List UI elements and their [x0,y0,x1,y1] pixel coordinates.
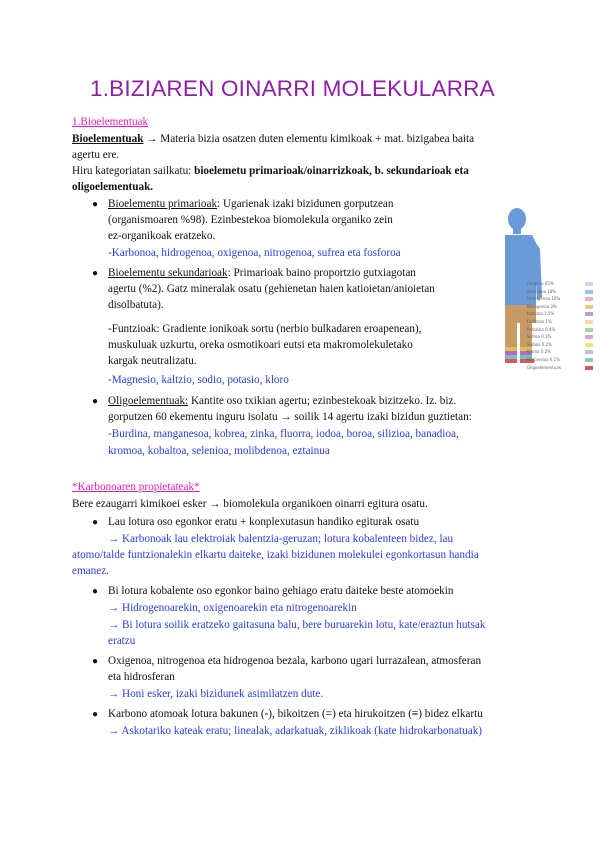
primary-term: Bioelementu primarioak [108,198,218,210]
oligo-line-1-rest: Kantite oso txikian agertu; ezinbestekoak bizitzeko. Iz. biz. [188,395,457,407]
legend-swatch [585,366,593,370]
primary-line-1-rest: : Ugarienak izaki bizidunen gorputzean [217,198,394,210]
carbon-b4-blue: → Askotariko kateak eratu; linealak, adarkatuak, ziklikoak (kate hidrokarbonatuak) [108,725,483,737]
legend-label: Karbonoa 18% [527,288,557,294]
section-heading-bioelementuak: 1.Bioelementuak [72,116,149,128]
carbon-b4: Karbono atomoak lotura bakunen (-), bikoitzen (=) eta hirukoitzen (≡) bidez elkartu [108,708,483,720]
legend-swatch [585,328,593,332]
legend-swatch [585,350,593,354]
secondary-line-1-rest: : Primarioak baino proportzio gutxiagotan [227,267,416,279]
oligo-line-1 [108,393,456,409]
body-composition-figure [505,205,600,375]
bullet-dot: ● [92,396,99,407]
legend-label: Potasioa 0.4% [527,326,556,332]
bullet-dot: ● [92,586,99,597]
legend-label: Kloroa 0.2% [527,349,552,355]
legend-swatch [585,335,593,339]
secondary-line-1 [108,265,416,281]
legend-label: Oligoelementuak [527,364,562,370]
legend-row [527,289,599,295]
legend-label: Sodioa 0.2% [527,341,552,347]
primary-line-3: ez-organikoak eratzeko. [108,230,216,242]
legend-swatch [585,343,593,347]
secondary-line-4: -Funtzioak: Gradiente ionikoak sortu (nerbio bulkadaren eroapenean), [108,323,422,335]
legend-swatch [585,320,593,324]
primary-line-2: (organismoaren %98). Ezinbestekoa biomolekula organiko zein [108,214,393,226]
legend-row [527,319,599,325]
legend-swatch [585,305,593,309]
secondary-line-6: kargak neutralizatu. [108,355,197,367]
secondary-line-5: muskuluak uzkurtu, oreka osmotikoari eutsi eta makromolekuletako [108,339,413,351]
bullet-dot: ● [92,709,99,720]
oligo-elements-2: kromoa, kobaltoa, selenioa, molibdenoa, eztainua [108,445,330,457]
carbon-b1-blue-1: → Karbonoak lau elektroiak balentzia-geruzan; lotura kobalenteen bidez, lau [108,533,454,545]
carbon-b3-blue: → Honi esker, izaki bizidunek asimilatzen dute. [108,688,324,700]
legend-row [527,342,599,348]
legend-label: Fosforoa 1% [527,319,552,324]
classify-line-1 [72,163,469,179]
carbon-intro: Bere ezaugarri kimikoei esker → biomolekula organikoen oinarri egitura osatu. [72,498,428,510]
intro-term: Bioelementuak [72,133,144,145]
page-title: 1.BIZIAREN OINARRI MOLEKULARRA [90,76,495,101]
legend-row [527,281,599,287]
bullet-dot: ● [92,517,99,528]
legend-row [527,311,599,317]
oligo-elements-1: -Burdina, manganesoa, kobrea, zinka, fluorra, iodoa, boroa, silizioa, banadioa, [108,428,459,440]
oligo-term: Oligoelementuak: [108,395,189,407]
legend-swatch [585,290,593,294]
carbon-b1-blue-2: atomo/talde funtzionalekin elkartu daiteke, izaki bizidunen molekulei egonkortasun handia [72,549,479,561]
carbon-b2-blue-3: eratzu [108,635,136,647]
carbon-b1-blue-3: emanez. [72,565,109,577]
carbon-b3-1: Oxigenoa, nitrogenoa eta hidrogenoa bezala, karbono ugari lurrazalean, atmosferan [108,655,482,667]
legend-row [527,296,599,302]
legend-swatch [585,297,593,301]
legend-label: Magnesioa 0.1% [527,357,560,362]
bullet-dot: ● [92,268,99,279]
legend-row [527,304,599,310]
carbon-b1: Lau lotura oso egonkor eratu + konplexutasun handiko egiturak osatu [108,516,420,528]
legend-label: Nitrogenoa 3% [527,303,557,309]
legend-row [527,327,599,333]
legend-swatch [585,358,593,362]
secondary-line-3: disolbatuta). [108,299,164,311]
legend-label: Hidrogenoa 10% [527,296,561,302]
carbon-b2-blue-2: → Bi lotura soilik eratzeko gaitasuna balu, bere buruarekin lotu, kate/eraztun hutsak [108,619,486,631]
legend-swatch [585,312,593,316]
legend-label: Oxigeno 65% [527,281,554,286]
legend-label: Sufrea 0.3% [527,334,552,340]
intro-line-2: agertu ere. [72,149,120,161]
secondary-term: Bioelementu sekundarioak [108,267,228,279]
carbon-b2: Bi lotura kobalente oso egonkor baino gehiago eratu daiteke beste atomoekin [108,585,454,597]
bullet-dot: ● [92,656,99,667]
legend-row [527,365,599,371]
secondary-elements: -Magnesio, kaltzio, sodio, potasio, kloro [108,374,289,386]
legend-row [527,349,599,355]
section-heading-karbonoa: *Karbonoaren propietateak* [72,481,200,493]
intro-line-1 [72,131,474,147]
legend-label: Kaltzioa 1.5% [527,311,555,317]
carbon-b3-2: eta hidrosferan [108,671,175,683]
legend-row [527,357,599,363]
classify-prefix: Hiru kategoriatan sailkatu: [72,165,195,177]
legend-swatch [585,282,593,286]
carbon-b2-blue-1: → Hidrogenoarekin, oxigenoarekin eta nitrogenoarekin [108,602,357,614]
secondary-line-2: agertu (%2). Gatz mineralak osatu (gehienetan haien katioietan/anioietan [108,283,435,295]
classify-line-2: oligoelementuak. [72,181,154,193]
classify-bold: bioelemetu primarioak/oinarrizkoak, b. sekundarioak eta [194,165,469,177]
primary-line-1 [108,196,394,212]
bullet-dot: ● [92,199,99,210]
primary-elements: -Karbonoa, hidrogenoa, oxigenoa, nitrogenoa, sufrea eta fosforoa [108,247,401,259]
intro-rest: → Materia bizia osatzen duten elementu kimikoak + mat. bizigabea baita [143,133,475,145]
oligo-line-2: gorputzen 60 ekementu inguru isolatu → soilik 14 agertu izaki bizidun guztietan: [108,411,472,423]
legend-row [527,334,599,340]
